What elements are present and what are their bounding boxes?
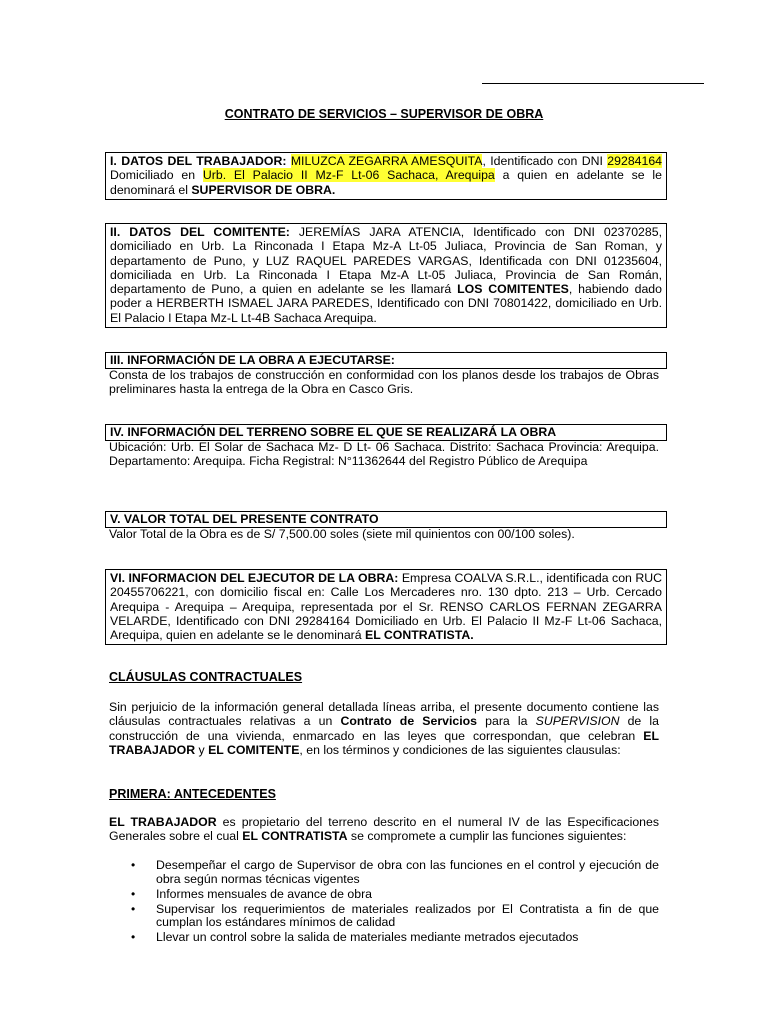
- section-ejecutor-heading: VI. INFORMACION DEL EJECUTOR DE LA OBRA:: [110, 571, 399, 585]
- section-valor-heading: V. VALOR TOTAL DEL PRESENTE CONTRATO: [105, 511, 667, 528]
- clausulas-body: Sin perjuicio de la información general detallada líneas arriba, el presente documento contiene las cláusulas contractuales relativas a un Contrato de Servicios para la SUPERVISION de la construcción de una vivienda, enmarcado en las leyes que correspondan, que celebran EL TRABAJADOR y EL COMITENTE, en los términos y condiciones de las siguientes clausulas:: [109, 700, 659, 757]
- section-obra-body: Consta de los trabajos de construcción en conformidad con los planos desde los trabajos de Obras preliminares hasta la entrega de la Obra en Casco Gris.: [109, 368, 659, 397]
- section-obra-heading: III. INFORMACIÓN DE LA OBRA A EJECUTARSE:: [105, 352, 667, 369]
- trabajador-role: SUPERVISOR DE OBRA.: [191, 182, 336, 197]
- trabajador-name: MILUZCA ZEGARRA AMESQUITA: [290, 154, 483, 168]
- contratista-role: EL CONTRATISTA.: [365, 628, 474, 643]
- trabajador-dni: 29284164: [607, 154, 663, 168]
- comitentes-role: LOS COMITENTES: [457, 282, 569, 297]
- signature-line: [482, 83, 704, 84]
- trabajador-address: Urb. El Palacio II Mz-F Lt-06 Sachaca, Arequipa: [202, 168, 495, 183]
- list-item: • Desempeñar el cargo de Supervisor de obra con las funciones en el control y ejecución de obra según normas técnicas vigentes: [109, 859, 659, 886]
- primera-heading: PRIMERA: ANTECEDENTES: [109, 787, 276, 801]
- primera-body: EL TRABAJADOR es propietario del terreno descrito en el numeral IV de las Especificaciones Generales sobre el cual EL CONTRATISTA se compromete a cumplir las funciones siguientes:: [109, 815, 659, 844]
- section-comitente: II. DATOS DEL COMITENTE: JEREMÍAS JARA ATENCIA, Identificado con DNI 02370285, domiciliado en Urb. La Rinconada I Etapa Mz-A Lt-05 Juliaca, Provincia de San Roman, y departamento de Puno, y LUZ RAQUEL PAREDES VARGAS, Identificada con DNI 01235604, domiciliada en Urb. La Rinconada I Etapa Mz-A Lt-05 Juliaca, Provincia de San Román, departamento de Puno, a quien en adelante se les llamará LOS COMITENTES, habiendo dado poder a HERBERTH ISMAEL JARA PAREDES, Identificado con DNI 70801422, domiciliado en Urb. El Palacio I Etapa Mz-L Lt-4B Sachaca Arequipa.: [105, 223, 667, 328]
- section-ejecutor: VI. INFORMACION DEL EJECUTOR DE LA OBRA: Empresa COALVA S.R.L., identificada con RUC 20455706221, con domicilio fiscal en: Calle Los Mercaderes nro. 130 dpto. 213 – Urb. Cercado Arequipa - Arequipa – Arequipa, representada por el Sr. RENSO CARLOS FERNAN ZEGARRA VELARDE, Identificado con DNI 29284164 Domiciliado en Urb. El Palacio II Mz-F Lt-06 Sachaca, Arequipa, quien en adelante se le denominará EL CONTRATISTA.: [105, 569, 667, 645]
- section-terreno-body: Ubicación: Urb. El Solar de Sachaca Mz- D Lt- 06 Sachaca. Distrito: Sachaca Provincia: Arequipa. Departamento: Arequipa. Ficha Registral: N°11362644 del Registro Público de Arequipa: [109, 440, 659, 469]
- list-item: • Llevar un control sobre la salida de materiales mediante metrados ejecutados: [109, 931, 659, 945]
- list-item: • Informes mensuales de avance de obra: [109, 888, 659, 902]
- list-item: • Supervisar los requerimientos de materiales realizados por El Contratista a fin de que cumplan los estándares mínimos de calidad: [109, 903, 659, 930]
- section-valor-body: Valor Total de la Obra es de S/ 7,500.00 soles (siete mil quinientos con 00/100 soles).: [109, 527, 575, 541]
- section-comitente-heading: II. DATOS DEL COMITENTE:: [110, 225, 290, 239]
- section-terreno-heading: IV. INFORMACIÓN DEL TERRENO SOBRE EL QUE SE REALIZARÁ LA OBRA: [105, 424, 667, 441]
- document-title: CONTRATO DE SERVICIOS – SUPERVISOR DE OBRA: [224, 107, 544, 121]
- section-trabajador-heading: I. DATOS DEL TRABAJADOR:: [110, 154, 287, 168]
- section-trabajador: I. DATOS DEL TRABAJADOR: MILUZCA ZEGARRA AMESQUITA, Identificado con DNI 29284164 Domiciliado en Urb. El Palacio II Mz-F Lt-06 Sachaca, Arequipa a quien en adelante se le denominará el SUPERVISOR DE OBRA.: [105, 152, 667, 200]
- clausulas-heading: CLÁUSULAS CONTRACTUALES: [109, 670, 303, 684]
- primera-list: [109, 859, 659, 946]
